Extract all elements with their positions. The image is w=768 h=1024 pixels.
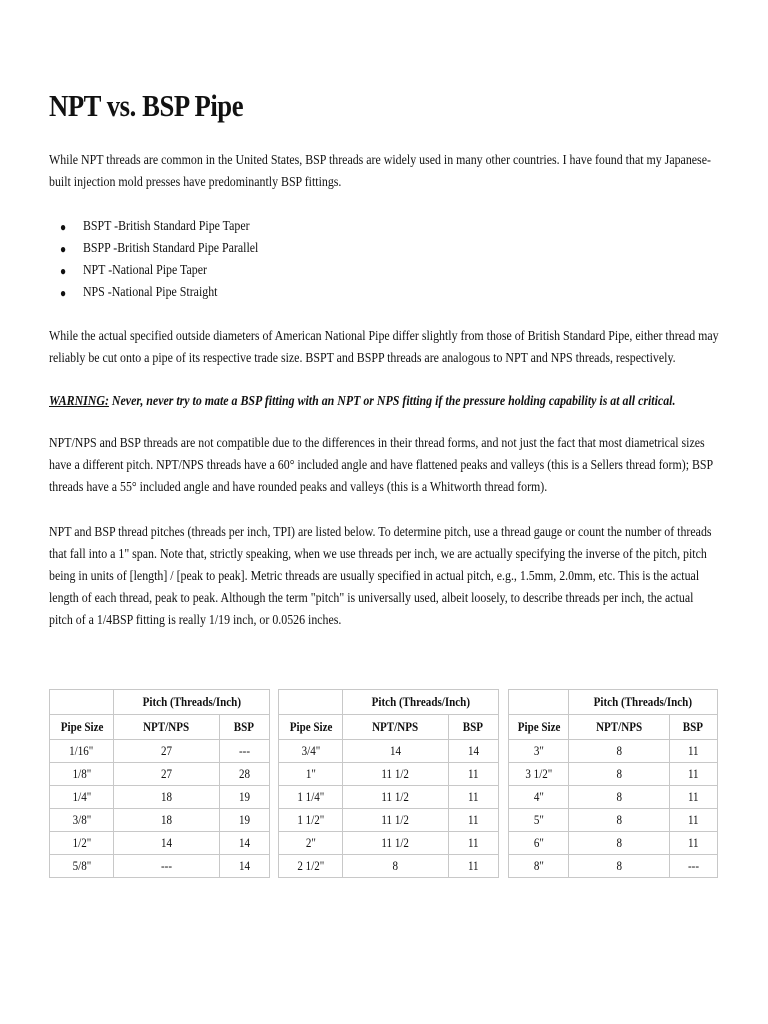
bsp-cell xyxy=(219,740,269,763)
bsp-cell-text: 11 xyxy=(468,789,479,804)
npt-cell xyxy=(114,832,219,855)
blank-header-cell xyxy=(50,690,114,715)
npt-cell xyxy=(343,832,448,855)
pipe-size-cell xyxy=(279,740,343,763)
table-row xyxy=(50,832,270,855)
table-header-row xyxy=(279,715,499,740)
npt-cell xyxy=(343,809,448,832)
bsp-cell-text: --- xyxy=(687,858,699,873)
bsp-cell-text: 11 xyxy=(468,766,479,781)
pipe-size-cell xyxy=(509,763,569,786)
npt-cell-text: 8 xyxy=(616,858,622,873)
list-item: ● NPT -National Pipe Taper xyxy=(60,260,258,282)
pipe-size-cell-text: 1" xyxy=(305,766,316,781)
list-item: ● BSPT -British Standard Pipe Taper xyxy=(60,216,258,238)
table-row xyxy=(509,763,718,786)
bsp-cell xyxy=(669,832,717,855)
pipe-size-cell-text: 5" xyxy=(533,812,544,827)
bsp-cell xyxy=(219,763,269,786)
npt-cell xyxy=(114,855,219,878)
pipe-size-cell-text: 1 1/4" xyxy=(297,789,325,804)
npt-cell-text: 8 xyxy=(392,858,399,873)
pitch-header-text: Pitch (Threads/Inch) xyxy=(593,694,693,709)
table-row xyxy=(279,809,499,832)
table-header-row xyxy=(509,715,718,740)
npt-cell-text: 11 1/2 xyxy=(381,812,410,827)
npt-cell-text: 8 xyxy=(616,766,622,781)
npt-cell-text: 18 xyxy=(160,789,173,804)
pipe-size-cell-text: 3/4" xyxy=(301,743,320,758)
pipe-size-cell-text: 5/8" xyxy=(72,858,91,873)
pipe-size-header xyxy=(50,715,114,740)
bullet-icon: ● xyxy=(60,264,67,278)
npt-cell xyxy=(114,786,219,809)
bsp-cell xyxy=(219,832,269,855)
bsp-cell-text: 19 xyxy=(238,812,250,827)
bsp-cell-text: 14 xyxy=(467,743,479,758)
table-row xyxy=(509,832,718,855)
pipe-size-cell-text: 1/2" xyxy=(72,835,91,850)
npt-cell-text: 18 xyxy=(160,812,173,827)
pipe-size-cell xyxy=(509,786,569,809)
pipe-size-cell-text: 6" xyxy=(533,835,544,850)
pipe-size-cell xyxy=(50,855,114,878)
bsp-header-text: BSP xyxy=(463,719,484,734)
pitch-header xyxy=(114,690,270,715)
table-row xyxy=(50,855,270,878)
bsp-cell-text: 11 xyxy=(468,858,479,873)
table-header-row xyxy=(279,690,499,715)
npt-cell xyxy=(569,786,669,809)
pipe-size-cell xyxy=(279,855,343,878)
bsp-cell xyxy=(669,763,717,786)
pipe-size-header xyxy=(509,715,569,740)
pipe-size-cell-text: 2" xyxy=(305,835,316,850)
pipe-size-header-text: Pipe Size xyxy=(517,719,560,734)
bsp-header xyxy=(448,715,498,740)
pipe-size-cell-text: 3" xyxy=(533,743,544,758)
npt-cell xyxy=(114,809,219,832)
pitch-header-text: Pitch (Threads/Inch) xyxy=(142,694,241,709)
table-row xyxy=(509,855,718,878)
pitch-header xyxy=(569,690,718,715)
npt-cell-text: 11 1/2 xyxy=(381,835,410,850)
pipe-size-cell-text: 1 1/2" xyxy=(297,812,325,827)
blank-header-cell xyxy=(509,690,569,715)
bsp-cell xyxy=(669,786,717,809)
bsp-cell-text: 11 xyxy=(468,812,479,827)
bsp-cell-text: 14 xyxy=(238,858,250,873)
bsp-cell-text: 11 xyxy=(688,743,699,758)
npt-cell-text: --- xyxy=(160,858,173,873)
pipe-size-cell xyxy=(509,740,569,763)
pitch-table-3 xyxy=(508,689,718,878)
npt-cell xyxy=(569,832,669,855)
bsp-header xyxy=(219,715,269,740)
npt-cell xyxy=(569,809,669,832)
intro-paragraph: While NPT threads are common in the United States, BSP threads are widely used in many other countries. I have found that my Japanese-built injection mold presses have predominantly BSP fittings. xyxy=(49,153,711,190)
pipe-size-cell-text: 3 1/2" xyxy=(525,766,553,781)
compatibility-paragraph: NPT/NPS and BSP threads are not compatible due to the differences in their thread forms, and not just the fact that most diametrical sizes have a different pitch. NPT/NPS threads have a 60° included angle and have flattened peaks and valleys (this is a Sellers thread form); BSP threads have a 55° included angle and have rounded peaks and valleys (this is a Whitworth thread form). xyxy=(49,436,713,495)
bsp-header-text: BSP xyxy=(234,719,255,734)
npt-cell xyxy=(114,763,219,786)
npt-header-text: NPT/NPS xyxy=(595,719,643,734)
bsp-cell-text: 11 xyxy=(688,812,699,827)
bsp-cell-text: 11 xyxy=(688,789,699,804)
pipe-size-cell-text: 2 1/2" xyxy=(297,858,325,873)
pipe-size-cell-text: 3/8" xyxy=(72,812,91,827)
npt-cell xyxy=(343,763,448,786)
table-header-row xyxy=(509,690,718,715)
bsp-cell-text: 19 xyxy=(238,789,250,804)
npt-header xyxy=(569,715,669,740)
bsp-cell xyxy=(448,832,498,855)
bsp-cell xyxy=(448,855,498,878)
bsp-cell xyxy=(219,855,269,878)
table-header-row xyxy=(50,690,270,715)
npt-cell-text: 14 xyxy=(160,835,173,850)
list-item: ● BSPP -British Standard Pipe Parallel xyxy=(60,238,258,260)
thread-types-list xyxy=(60,216,258,304)
pipe-size-cell xyxy=(50,740,114,763)
pipe-size-cell xyxy=(50,763,114,786)
bsp-cell xyxy=(219,809,269,832)
npt-cell xyxy=(569,740,669,763)
table-header-row xyxy=(50,715,270,740)
npt-header-text: NPT/NPS xyxy=(143,719,190,734)
npt-header xyxy=(114,715,219,740)
pipe-size-cell xyxy=(50,786,114,809)
warning-paragraph xyxy=(49,391,719,413)
table-row xyxy=(50,786,270,809)
warning-label: WARNING: xyxy=(49,394,109,409)
table-row xyxy=(279,786,499,809)
table-row xyxy=(509,740,718,763)
pipe-size-cell-text: 1/4" xyxy=(72,789,91,804)
npt-cell-text: 8 xyxy=(616,812,622,827)
npt-cell-text: 8 xyxy=(616,743,622,758)
bsp-cell-text: 11 xyxy=(688,766,699,781)
pipe-size-cell-text: 4" xyxy=(533,789,544,804)
bsp-cell xyxy=(448,786,498,809)
pipe-size-header xyxy=(279,715,343,740)
npt-cell-text: 8 xyxy=(616,835,622,850)
table-row xyxy=(279,763,499,786)
pipe-size-cell xyxy=(279,786,343,809)
npt-cell xyxy=(343,740,448,763)
npt-cell-text: 27 xyxy=(160,743,173,758)
npt-header-text: NPT/NPS xyxy=(372,719,419,734)
pipe-size-header-text: Pipe Size xyxy=(289,719,332,734)
pipe-size-cell-text: 8" xyxy=(533,858,544,873)
pipe-size-header-text: Pipe Size xyxy=(60,719,103,734)
npt-cell-text: 8 xyxy=(616,789,622,804)
pipe-size-cell xyxy=(509,855,569,878)
bsp-cell xyxy=(219,786,269,809)
table-row xyxy=(279,855,499,878)
bsp-cell xyxy=(669,855,717,878)
bullet-icon: ● xyxy=(60,220,67,234)
bsp-cell-text: 14 xyxy=(238,835,250,850)
bullet-icon: ● xyxy=(60,286,67,300)
npt-cell-text: 14 xyxy=(389,743,402,758)
blank-header-cell xyxy=(279,690,343,715)
bsp-cell-text: 11 xyxy=(468,835,479,850)
bullet-icon: ● xyxy=(60,242,67,256)
pipe-size-cell xyxy=(279,832,343,855)
pitch-table-2 xyxy=(278,689,499,878)
bsp-cell xyxy=(669,740,717,763)
pitch-header xyxy=(343,690,499,715)
list-item: ● NPS -National Pipe Straight xyxy=(60,282,258,304)
npt-cell xyxy=(343,786,448,809)
npt-cell xyxy=(343,855,448,878)
npt-header xyxy=(343,715,448,740)
page-title: NPT vs. BSP Pipe xyxy=(49,88,244,123)
bsp-cell xyxy=(448,763,498,786)
table-row xyxy=(509,786,718,809)
pipe-size-cell xyxy=(509,832,569,855)
bsp-cell xyxy=(448,809,498,832)
table-row xyxy=(509,809,718,832)
bsp-cell-text: 28 xyxy=(238,766,250,781)
bsp-header xyxy=(669,715,717,740)
npt-cell xyxy=(569,763,669,786)
bsp-header-text: BSP xyxy=(683,719,704,734)
pipe-size-cell xyxy=(279,763,343,786)
pipe-size-cell-text: 1/16" xyxy=(69,743,94,758)
pitch-header-text: Pitch (Threads/Inch) xyxy=(371,694,470,709)
npt-cell-text: 11 1/2 xyxy=(381,766,410,781)
diameter-paragraph: While the actual specified outside diameters of American National Pipe differ slightly from those of British Standard Pipe, either thread may reliably be cut onto a pipe of its respective trade size. BSPT and BSPP threads are analogous to NPT and NPS threads, respectively. xyxy=(49,329,719,366)
pipe-size-cell xyxy=(50,809,114,832)
pipe-size-cell xyxy=(50,832,114,855)
bsp-cell xyxy=(448,740,498,763)
npt-cell-text: 11 1/2 xyxy=(381,789,410,804)
table-row xyxy=(279,832,499,855)
pipe-size-cell xyxy=(509,809,569,832)
npt-cell xyxy=(569,855,669,878)
table-row xyxy=(50,809,270,832)
pitch-paragraph: NPT and BSP thread pitches (threads per inch, TPI) are listed below. To determine pitch, use a thread gauge or count the number of threads that fall into a 1" span. Note that, strictly speaking, when we use threads per inch, we are actually specifying the inverse of the pitch, pitch being in units of [length] / [peak to peak]. Metric threads are usually specified in actual pitch, e.g., 1.5mm, 2.0mm, etc. This is the actual length of each thread, peak to peak. Although the term "pitch" is universally used, albeit loosely, to describe threads per inch, the actual pitch of a 1/4BSP fitting is really 1/19 inch, or 0.0526 inches. xyxy=(49,525,712,628)
bsp-cell-text: --- xyxy=(238,743,250,758)
warning-text: Never, never try to mate a BSP fitting with an NPT or NPS fitting if the pressure holding capability is at all critical. xyxy=(108,394,676,409)
bsp-cell-text: 11 xyxy=(688,835,699,850)
pitch-table-1 xyxy=(49,689,270,878)
table-row xyxy=(279,740,499,763)
table-row xyxy=(50,740,270,763)
npt-cell-text: 27 xyxy=(160,766,173,781)
pipe-size-cell xyxy=(279,809,343,832)
bsp-cell xyxy=(669,809,717,832)
npt-cell xyxy=(114,740,219,763)
pipe-size-cell-text: 1/8" xyxy=(72,766,91,781)
table-row xyxy=(50,763,270,786)
